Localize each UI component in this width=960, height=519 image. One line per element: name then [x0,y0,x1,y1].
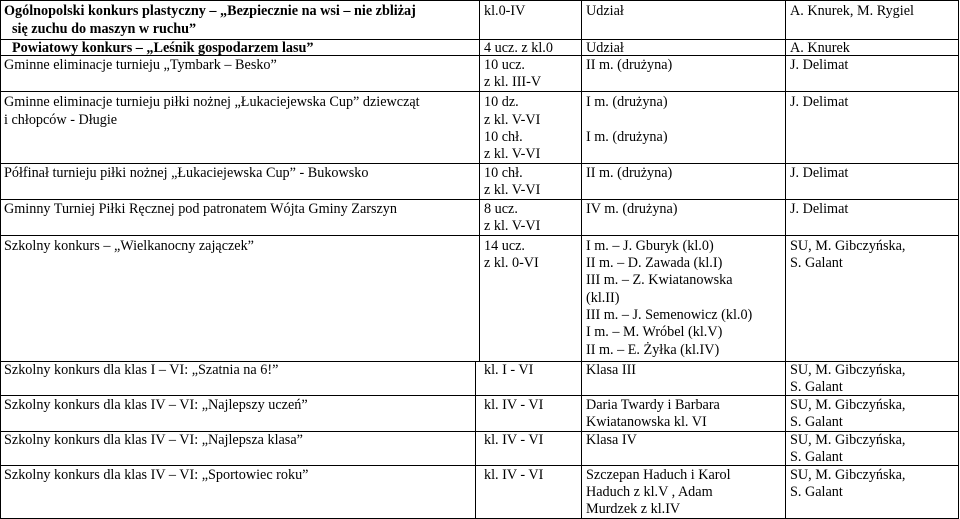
participants-line: 10 dz. [484,94,519,110]
result-line: I m. (drużyna) [586,129,668,145]
teacher-line: SU, M. Gibczyńska, [790,362,906,378]
result-line: I m. (drużyna) [586,94,668,110]
result-line: Daria Twardy i Barbara [586,397,720,413]
teacher-line: J. Delimat [790,57,849,73]
event-name-line: się zuchu do maszyn w ruchu” [12,21,197,37]
result-line: Murdzek z kl.IV [586,501,681,517]
event-name-line: Szkolny konkurs dla klas IV – VI: „Najlepszy uczeń” [4,397,308,413]
event-name-line: i chłopców - Długie [4,112,118,128]
teacher-line: SU, M. Gibczyńska, [790,467,906,483]
event-name-line: Powiatowy konkurs – „Leśnik gospodarzem lasu” [12,40,314,56]
teacher-line: S. Galant [790,414,843,430]
event-name-line: Gminne eliminacje turnieju piłki nożnej „Łukaciejewska Cup” dziewcząt [4,94,420,110]
column-divider [581,361,582,519]
result-line: III m. – Z. Kwiatanowska [586,272,733,288]
participants-line: kl. I - VI [484,362,534,378]
result-line: (kl.II) [586,290,620,306]
result-line: Udział [586,40,624,56]
table-border-right [958,0,959,519]
column-divider [785,361,786,519]
event-name-line: Szkolny konkurs – „Wielkanocny zajączek” [4,238,254,254]
result-line: II m. (drużyna) [586,57,673,73]
teacher-line: S. Galant [790,484,843,500]
result-line: IV m. (drużyna) [586,201,678,217]
participants-line: 8 ucz. [484,201,518,217]
result-line: Kwiatanowska kl. VI [586,414,707,430]
result-line: Szczepan Haduch i Karol [586,467,731,483]
result-line: II m. (drużyna) [586,165,673,181]
participants-line: 10 ucz. [484,57,525,73]
column-divider [785,0,786,361]
event-name-line: Gminne eliminacje turnieju „Tymbark – Besko” [4,57,277,73]
result-line: I m. – M. Wróbel (kl.V) [586,324,723,340]
participants-line: kl. IV - VI [484,397,544,413]
teacher-line: A. Knurek [790,40,850,56]
result-line: II m. – D. Zawada (kl.I) [586,255,723,271]
event-name-line: Ogólnopolski konkurs plastyczny – „Bezpiecznie na wsi – nie zbliżaj [4,3,416,19]
event-name-line: Szkolny konkurs dla klas I – VI: „Szatnia na 6!” [4,362,279,378]
table-border-left [0,0,1,519]
participants-line: kl.0-IV [484,3,526,19]
teacher-line: S. Galant [790,379,843,395]
result-line: I m. – J. Gburyk (kl.0) [586,238,714,254]
participants-line: kl. IV - VI [484,432,544,448]
teacher-line: SU, M. Gibczyńska, [790,432,906,448]
participants-line: 10 chł. [484,165,523,181]
result-line: II m. – E. Żyłka (kl.IV) [586,342,720,358]
participants-line: z kl. V-VI [484,146,541,162]
teacher-line: J. Delimat [790,94,849,110]
result-line: III m. – J. Semenowicz (kl.0) [586,307,753,323]
result-line: Klasa III [586,362,637,378]
event-name-line: Szkolny konkurs dla klas IV – VI: „Najlepsza klasa” [4,432,303,448]
participants-line: 4 ucz. z kl.0 [484,40,553,56]
event-name-line: Gminny Turniej Piłki Ręcznej pod patronatem Wójta Gminy Zarszyn [4,201,397,217]
event-name-line: Półfinał turnieju piłki nożnej „Łukaciejewska Cup” - Bukowsko [4,165,369,181]
column-divider [581,0,582,361]
participants-line: z kl. III-V [484,74,542,90]
teacher-line: J. Delimat [790,165,849,181]
teacher-line: SU, M. Gibczyńska, [790,238,906,254]
participants-line: z kl. V-VI [484,112,541,128]
teacher-line: S. Galant [790,449,843,465]
event-name-line: Szkolny konkurs dla klas IV – VI: „Sportowiec roku” [4,467,309,483]
result-line: Klasa IV [586,432,637,448]
participants-line: 14 ucz. [484,238,525,254]
teacher-line: A. Knurek, M. Rygiel [790,3,914,19]
teacher-line: J. Delimat [790,201,849,217]
column-divider [479,0,480,361]
participants-line: z kl. 0-VI [484,255,539,271]
participants-line: kl. IV - VI [484,467,544,483]
participants-line: 10 chł. [484,129,523,145]
result-line: Udział [586,3,624,19]
teacher-line: SU, M. Gibczyńska, [790,397,906,413]
participants-line: z kl. V-VI [484,182,541,198]
column-divider [475,361,476,519]
result-line: Haduch z kl.V , Adam [586,484,713,500]
teacher-line: S. Galant [790,255,843,271]
participants-line: z kl. V-VI [484,218,541,234]
